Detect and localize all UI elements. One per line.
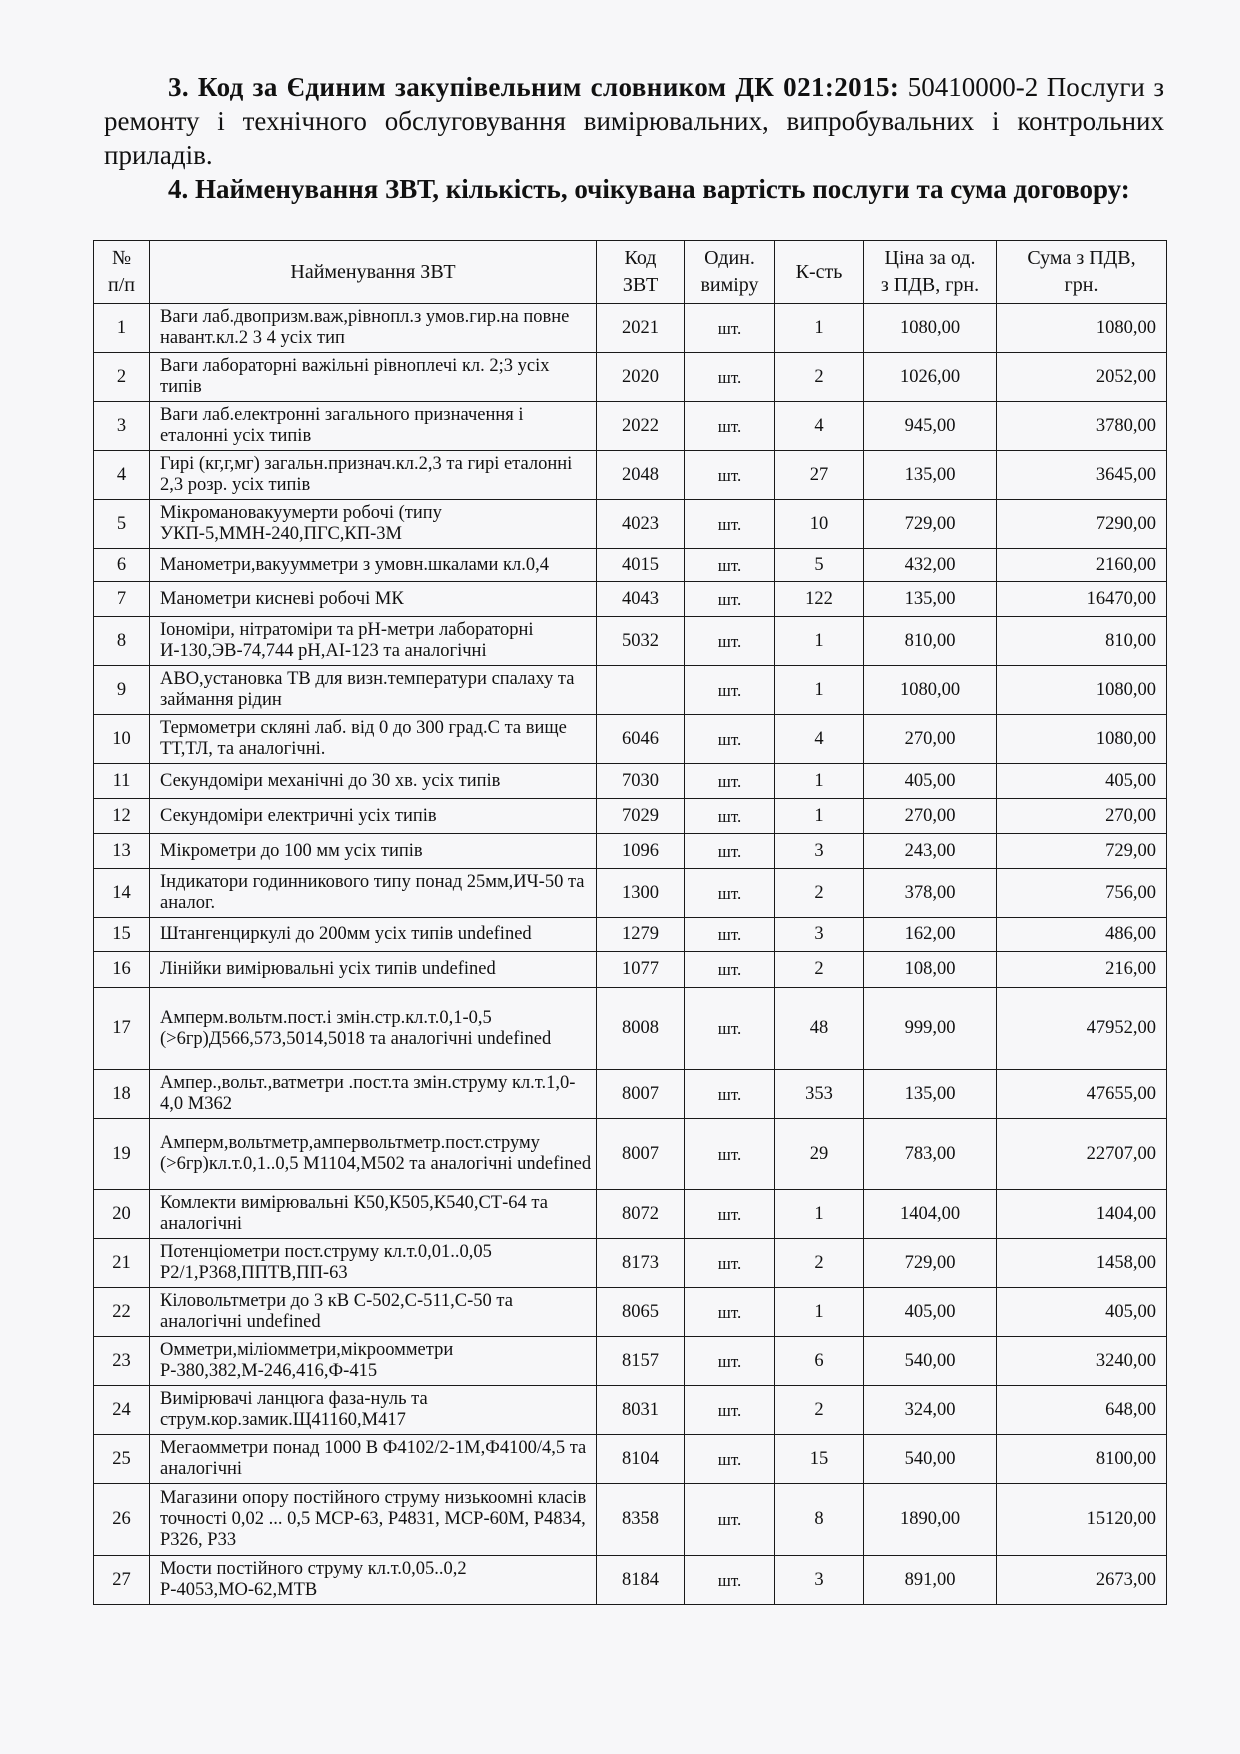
row-unit: шт. (685, 1288, 775, 1337)
row-unit: шт. (685, 500, 775, 549)
row-number: 20 (94, 1190, 150, 1239)
row-code: 8007 (597, 1070, 685, 1119)
row-name: АВО,установка ТВ для визн.температури спалаху та займання рідин (150, 666, 597, 715)
row-price: 432,00 (864, 549, 997, 582)
row-sum: 729,00 (997, 834, 1167, 869)
table-row (94, 666, 1167, 715)
row-sum: 1080,00 (997, 715, 1167, 764)
row-number: 23 (94, 1337, 150, 1386)
row-unit: шт. (685, 1435, 775, 1484)
table-row (94, 304, 1167, 353)
row-code: 8157 (597, 1337, 685, 1386)
row-name: Ваги лабораторні важільні рівноплечі кл. 2;3 усіх типів (150, 353, 597, 402)
row-qty: 1 (775, 1288, 864, 1337)
row-price: 810,00 (864, 617, 997, 666)
row-unit: шт. (685, 617, 775, 666)
table-row (94, 451, 1167, 500)
row-unit: шт. (685, 549, 775, 582)
table-row (94, 582, 1167, 617)
row-unit: шт. (685, 1239, 775, 1288)
header-price: Ціна за од. з ПДВ, грн. (864, 241, 997, 304)
row-number: 6 (94, 549, 150, 582)
row-name: Іономіри, нітратоміри та рН-метри лабораторні И-130,ЭВ-74,744 рН,АІ-123 та аналогічні (150, 617, 597, 666)
row-qty: 10 (775, 500, 864, 549)
row-qty: 27 (775, 451, 864, 500)
row-unit: шт. (685, 918, 775, 952)
row-unit: шт. (685, 952, 775, 988)
row-name: Кіловольтметри до 3 кВ С-502,С-511,С-50 та аналогічні undefined (150, 1288, 597, 1337)
row-unit: шт. (685, 988, 775, 1070)
row-code: 8173 (597, 1239, 685, 1288)
row-sum: 3780,00 (997, 402, 1167, 451)
table-row (94, 402, 1167, 451)
row-price: 729,00 (864, 1239, 997, 1288)
row-qty: 29 (775, 1119, 864, 1190)
row-price: 270,00 (864, 799, 997, 834)
row-number: 19 (94, 1119, 150, 1190)
row-qty: 4 (775, 715, 864, 764)
row-sum: 8100,00 (997, 1435, 1167, 1484)
table-row (94, 952, 1167, 988)
row-number: 22 (94, 1288, 150, 1337)
row-price: 243,00 (864, 834, 997, 869)
row-unit: шт. (685, 451, 775, 500)
table-row (94, 799, 1167, 834)
section-3-heading: 3. Код за Єдиним закупівельним словником ДК 021:2015: (168, 72, 900, 102)
table-row (94, 1239, 1167, 1288)
section-4-title: 4. Найменування ЗВТ, кількість, очікувана вартість послуги та сума договору: (168, 174, 1130, 204)
row-price: 999,00 (864, 988, 997, 1070)
row-qty: 15 (775, 1435, 864, 1484)
row-price: 540,00 (864, 1435, 997, 1484)
row-unit: шт. (685, 304, 775, 353)
table-row (94, 715, 1167, 764)
row-name: Секундоміри механічні до 30 хв. усіх типів (150, 764, 597, 799)
row-sum: 2052,00 (997, 353, 1167, 402)
row-qty: 3 (775, 834, 864, 869)
row-price: 729,00 (864, 500, 997, 549)
row-name: Секундоміри електричні усіх типів (150, 799, 597, 834)
row-code: 6046 (597, 715, 685, 764)
row-name: Потенціометри пост.струму кл.т.0,01..0,05 Р2/1,Р368,ППТВ,ПП-63 (150, 1239, 597, 1288)
row-price: 324,00 (864, 1386, 997, 1435)
row-price: 540,00 (864, 1337, 997, 1386)
row-sum: 648,00 (997, 1386, 1167, 1435)
row-sum: 1404,00 (997, 1190, 1167, 1239)
table-row (94, 764, 1167, 799)
row-code (597, 666, 685, 715)
row-code: 2020 (597, 353, 685, 402)
table-header-row (94, 241, 1167, 304)
table-row (94, 1337, 1167, 1386)
row-number: 4 (94, 451, 150, 500)
table-row (94, 1070, 1167, 1119)
row-sum: 216,00 (997, 952, 1167, 988)
row-price: 135,00 (864, 1070, 997, 1119)
header-code: Код ЗВТ (597, 241, 685, 304)
section-3-text: 50410000-2 Послуги з ремонту і технічного обслуговування вимірювальних, випробувальних і контрольних приладів. (104, 72, 1164, 170)
row-price: 405,00 (864, 1288, 997, 1337)
row-code: 1096 (597, 834, 685, 869)
row-unit: шт. (685, 402, 775, 451)
row-code: 2048 (597, 451, 685, 500)
row-price: 1080,00 (864, 304, 997, 353)
row-price: 270,00 (864, 715, 997, 764)
table-row (94, 869, 1167, 918)
table-row (94, 1386, 1167, 1435)
row-code: 8184 (597, 1556, 685, 1605)
row-name: Мости постійного струму кл.т.0,05..0,2 Р-4053,МО-62,МТВ (150, 1556, 597, 1605)
row-name: Амперм,вольтметр,ампервольтметр.пост.струму (>6гр)кл.т.0,1..0,5 М1104,М502 та аналогічні undefined (150, 1119, 597, 1190)
row-code: 7030 (597, 764, 685, 799)
row-number: 21 (94, 1239, 150, 1288)
row-name: Мікрометри до 100 мм усіх типів (150, 834, 597, 869)
row-qty: 1 (775, 617, 864, 666)
row-unit: шт. (685, 1337, 775, 1386)
equipment-table (93, 240, 1167, 1605)
header-qty: К-сть (775, 241, 864, 304)
row-qty: 4 (775, 402, 864, 451)
table-body (94, 304, 1167, 1605)
row-number: 18 (94, 1070, 150, 1119)
table-row (94, 1435, 1167, 1484)
row-code: 4023 (597, 500, 685, 549)
row-code: 8065 (597, 1288, 685, 1337)
row-qty: 8 (775, 1484, 864, 1556)
row-sum: 405,00 (997, 764, 1167, 799)
row-code: 5032 (597, 617, 685, 666)
row-unit: шт. (685, 715, 775, 764)
row-number: 16 (94, 952, 150, 988)
row-code: 8031 (597, 1386, 685, 1435)
row-sum: 270,00 (997, 799, 1167, 834)
row-name: Ваги лаб.електронні загального призначення і еталонні усіх типів (150, 402, 597, 451)
row-name: Ваги лаб.двопризм.важ,рівнопл.з умов.гир.на повне навант.кл.2 3 4 усіх тип (150, 304, 597, 353)
header-unit: Один. виміру (685, 241, 775, 304)
table-row (94, 617, 1167, 666)
row-price: 783,00 (864, 1119, 997, 1190)
table-row (94, 1190, 1167, 1239)
row-number: 10 (94, 715, 150, 764)
row-sum: 3645,00 (997, 451, 1167, 500)
row-code: 2021 (597, 304, 685, 353)
row-qty: 2 (775, 353, 864, 402)
table-row (94, 1484, 1167, 1556)
row-number: 5 (94, 500, 150, 549)
row-qty: 2 (775, 952, 864, 988)
row-unit: шт. (685, 1484, 775, 1556)
table-row (94, 1288, 1167, 1337)
row-number: 2 (94, 353, 150, 402)
row-sum: 16470,00 (997, 582, 1167, 617)
row-unit: шт. (685, 1386, 775, 1435)
row-qty: 1 (775, 764, 864, 799)
row-code: 8008 (597, 988, 685, 1070)
row-qty: 2 (775, 869, 864, 918)
row-number: 9 (94, 666, 150, 715)
row-name: Лінійки вимірювальні усіх типів undefined (150, 952, 597, 988)
row-price: 891,00 (864, 1556, 997, 1605)
row-qty: 3 (775, 1556, 864, 1605)
row-number: 8 (94, 617, 150, 666)
row-qty: 3 (775, 918, 864, 952)
row-number: 17 (94, 988, 150, 1070)
table-row (94, 1119, 1167, 1190)
row-price: 162,00 (864, 918, 997, 952)
row-number: 13 (94, 834, 150, 869)
row-name: Гирі (кг,г,мг) загальн.признач.кл.2,3 та гирі еталонні 2,3 розр. усіх типів (150, 451, 597, 500)
row-price: 108,00 (864, 952, 997, 988)
row-name: Штангенциркулі до 200мм усіх типів undefined (150, 918, 597, 952)
table-row (94, 834, 1167, 869)
row-code: 4015 (597, 549, 685, 582)
row-name: Мікромановакуумерти робочі (типу УКП-5,ММН-240,ПГС,КП-3М (150, 500, 597, 549)
row-number: 25 (94, 1435, 150, 1484)
row-price: 1080,00 (864, 666, 997, 715)
row-qty: 48 (775, 988, 864, 1070)
row-unit: шт. (685, 1556, 775, 1605)
row-number: 14 (94, 869, 150, 918)
row-name: Амперм.вольтм.пост.і змін.стр.кл.т.0,1-0,5 (>6гр)Д566,573,5014,5018 та аналогічні undefined (150, 988, 597, 1070)
section-3-paragraph (104, 70, 1164, 172)
row-code: 8358 (597, 1484, 685, 1556)
row-code: 7029 (597, 799, 685, 834)
row-unit: шт. (685, 834, 775, 869)
row-price: 378,00 (864, 869, 997, 918)
row-price: 1404,00 (864, 1190, 997, 1239)
row-unit: шт. (685, 764, 775, 799)
table-row (94, 353, 1167, 402)
row-number: 24 (94, 1386, 150, 1435)
row-number: 15 (94, 918, 150, 952)
row-code: 8072 (597, 1190, 685, 1239)
row-sum: 3240,00 (997, 1337, 1167, 1386)
row-price: 405,00 (864, 764, 997, 799)
row-qty: 1 (775, 304, 864, 353)
row-sum: 15120,00 (997, 1484, 1167, 1556)
row-unit: шт. (685, 666, 775, 715)
row-name: Омметри,міліомметри,мікроомметри Р-380,382,М-246,416,Ф-415 (150, 1337, 597, 1386)
row-name: Вимірювачі ланцюга фаза-нуль та струм.кор.замик.Щ41160,М417 (150, 1386, 597, 1435)
row-name: Манометри кисневі робочі МК (150, 582, 597, 617)
table-row (94, 1556, 1167, 1605)
row-sum: 47952,00 (997, 988, 1167, 1070)
row-sum: 1080,00 (997, 666, 1167, 715)
table-row (94, 918, 1167, 952)
row-number: 26 (94, 1484, 150, 1556)
row-number: 7 (94, 582, 150, 617)
row-qty: 5 (775, 549, 864, 582)
row-sum: 2160,00 (997, 549, 1167, 582)
row-number: 3 (94, 402, 150, 451)
row-name: Індикатори годинникового типу понад 25мм,ИЧ-50 та аналог. (150, 869, 597, 918)
row-code: 1279 (597, 918, 685, 952)
row-sum: 47655,00 (997, 1070, 1167, 1119)
row-code: 1077 (597, 952, 685, 988)
row-sum: 2673,00 (997, 1556, 1167, 1605)
table-row (94, 988, 1167, 1070)
row-name: Термометри скляні лаб. від 0 до 300 град.С та вище ТТ,ТЛ, та аналогічні. (150, 715, 597, 764)
row-unit: шт. (685, 869, 775, 918)
row-name: Мегаомметри понад 1000 В Ф4102/2-1М,Ф4100/4,5 та аналогічні (150, 1435, 597, 1484)
table-row (94, 549, 1167, 582)
row-unit: шт. (685, 1190, 775, 1239)
row-qty: 122 (775, 582, 864, 617)
row-number: 11 (94, 764, 150, 799)
row-sum: 22707,00 (997, 1119, 1167, 1190)
row-code: 2022 (597, 402, 685, 451)
row-unit: шт. (685, 1070, 775, 1119)
row-qty: 1 (775, 666, 864, 715)
row-code: 8007 (597, 1119, 685, 1190)
row-name: Манометри,вакуумметри з умовн.шкалами кл.0,4 (150, 549, 597, 582)
row-number: 1 (94, 304, 150, 353)
row-unit: шт. (685, 353, 775, 402)
row-price: 135,00 (864, 582, 997, 617)
row-code: 8104 (597, 1435, 685, 1484)
row-price: 135,00 (864, 451, 997, 500)
row-sum: 1080,00 (997, 304, 1167, 353)
row-name: Комлекти вимірювальні К50,К505,К540,СТ-64 та аналогічні (150, 1190, 597, 1239)
row-qty: 1 (775, 799, 864, 834)
row-unit: шт. (685, 799, 775, 834)
row-price: 1890,00 (864, 1484, 997, 1556)
row-price: 1026,00 (864, 353, 997, 402)
row-name: Магазини опору постійного струму низькоомні класів точності 0,02 ... 0,5 МСР-63, Р4831, МСР-60М, Р4834, Р326, Р33 (150, 1484, 597, 1556)
row-sum: 7290,00 (997, 500, 1167, 549)
row-price: 945,00 (864, 402, 997, 451)
row-number: 27 (94, 1556, 150, 1605)
header-name: Найменування ЗВТ (150, 241, 597, 304)
header-num: № п/п (94, 241, 150, 304)
row-qty: 2 (775, 1386, 864, 1435)
row-qty: 6 (775, 1337, 864, 1386)
row-sum: 810,00 (997, 617, 1167, 666)
row-sum: 1458,00 (997, 1239, 1167, 1288)
table-row (94, 500, 1167, 549)
row-qty: 1 (775, 1190, 864, 1239)
row-sum: 756,00 (997, 869, 1167, 918)
row-code: 1300 (597, 869, 685, 918)
row-qty: 2 (775, 1239, 864, 1288)
row-number: 12 (94, 799, 150, 834)
row-unit: шт. (685, 1119, 775, 1190)
row-name: Ампер.,вольт.,ватметри .пост.та змін.струму кл.т.1,0-4,0 М362 (150, 1070, 597, 1119)
header-sum: Сума з ПДВ, грн. (997, 241, 1167, 304)
row-sum: 486,00 (997, 918, 1167, 952)
section-4-heading (93, 172, 1165, 206)
row-qty: 353 (775, 1070, 864, 1119)
row-unit: шт. (685, 582, 775, 617)
row-sum: 405,00 (997, 1288, 1167, 1337)
row-code: 4043 (597, 582, 685, 617)
